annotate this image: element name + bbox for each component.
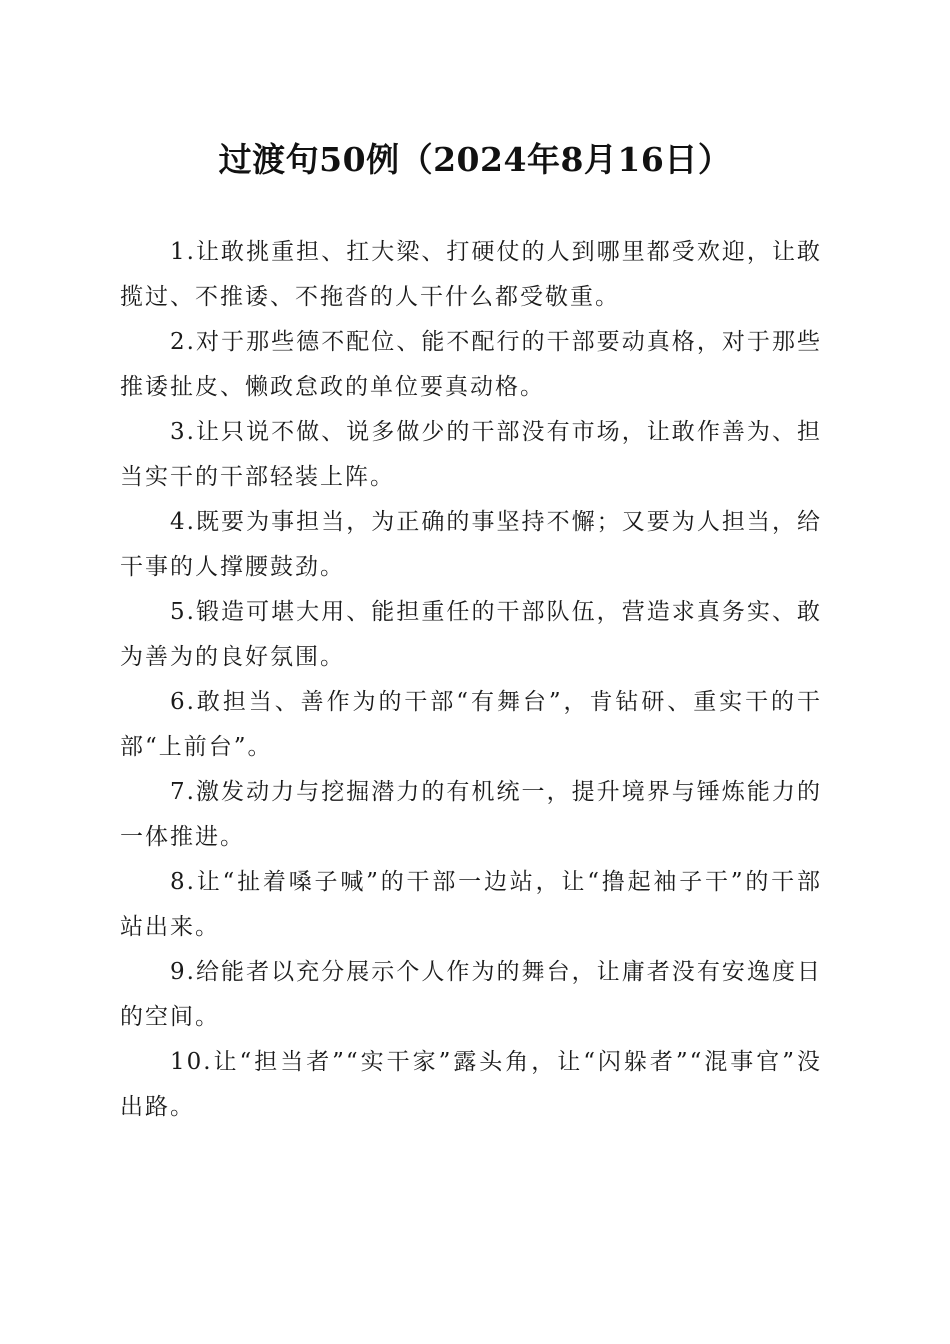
document-body bbox=[120, 230, 822, 1130]
paragraph-item: 8.让“扯着嗓子喊”的干部一边站，让“撸起袖子干”的干部站出来。 bbox=[120, 869, 822, 940]
paragraph-item: 1.让敢挑重担、扛大梁、打硬仗的人到哪里都受欢迎，让敢揽过、不推诿、不拖沓的人干什么都受敬重。 bbox=[120, 239, 822, 310]
paragraph-item: 10.让“担当者”“实干家”露头角，让“闪躲者”“混事官”没出路。 bbox=[120, 1049, 822, 1120]
paragraph-item: 6.敢担当、善作为的干部“有舞台”，肯钻研、重实干的干部“上前台”。 bbox=[120, 689, 822, 760]
document-title: 过渡句50例（2024年8月16日） bbox=[218, 140, 732, 179]
paragraph-item: 7.激发动力与挖掘潜力的有机统一，提升境界与锤炼能力的一体推进。 bbox=[120, 779, 822, 850]
paragraph-item: 5.锻造可堪大用、能担重任的干部队伍，营造求真务实、敢为善为的良好氛围。 bbox=[120, 599, 822, 670]
paragraph-item: 3.让只说不做、说多做少的干部没有市场，让敢作善为、担当实干的干部轻装上阵。 bbox=[120, 419, 822, 490]
paragraph-item: 9.给能者以充分展示个人作为的舞台，让庸者没有安逸度日的空间。 bbox=[120, 959, 822, 1030]
paragraph-item: 4.既要为事担当，为正确的事坚持不懈；又要为人担当，给干事的人撑腰鼓劲。 bbox=[120, 509, 822, 580]
paragraph-item: 2.对于那些德不配位、能不配行的干部要动真格，对于那些推诿扯皮、懒政怠政的单位要真动格。 bbox=[120, 329, 822, 400]
